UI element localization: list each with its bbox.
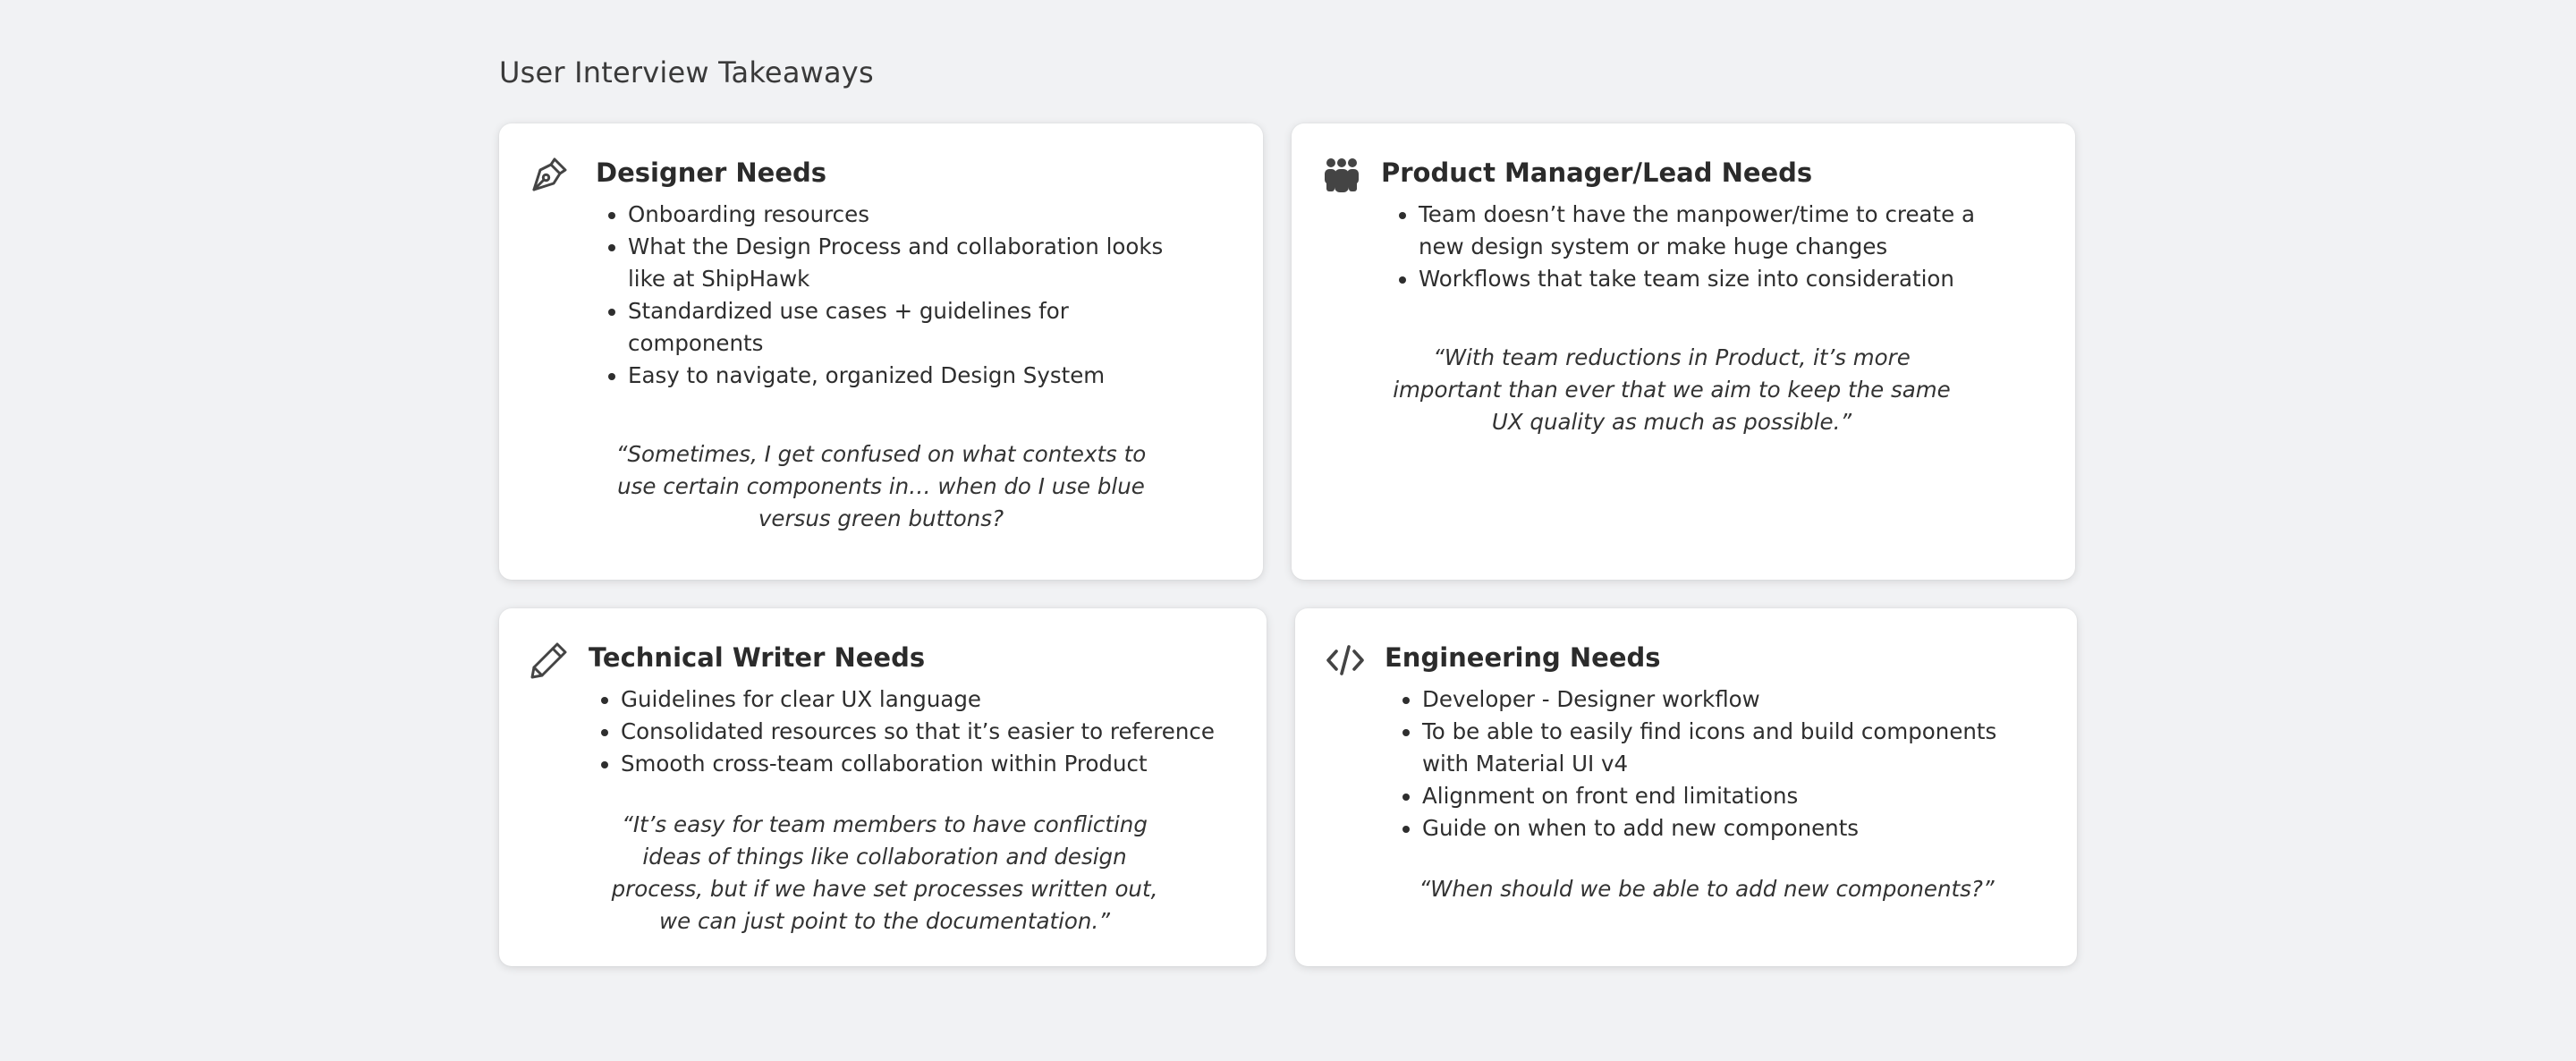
needs-list — [603, 199, 1191, 392]
card-title: Engineering Needs — [1385, 642, 1661, 673]
needs-list — [1397, 683, 2039, 845]
list-item: • Standardized use cases + guidelines for components — [628, 295, 1191, 360]
list-item: • Guidelines for clear UX language — [621, 683, 1247, 716]
card-title: Technical Writer Needs — [589, 642, 926, 673]
list-item: • To be able to easily find icons and build components with Material UI v4 — [1422, 716, 2039, 780]
pencil-icon — [530, 641, 569, 680]
list-item: • Alignment on front end limitations — [1422, 780, 2039, 812]
needs-list — [1394, 199, 1991, 295]
list-item: • Smooth cross-team collaboration within Product — [621, 748, 1247, 780]
quote: “When should we be able to add new components?” — [1419, 876, 1995, 902]
product-manager-needs-card — [1292, 123, 2075, 580]
page-title: User Interview Takeaways — [499, 55, 874, 89]
technical-writer-needs-card — [499, 608, 1267, 966]
list-item: • Guide on when to add new components — [1422, 812, 2039, 845]
quote: “Sometimes, I get confused on what contexts to use certain components in… when do I use blue versus green buttons? — [615, 441, 1147, 531]
list-item: • Team doesn’t have the manpower/time to create a new design system or make huge changes — [1419, 199, 1991, 263]
list-item: • Workflows that take team size into consideration — [1419, 263, 1991, 295]
card-title: Designer Needs — [596, 157, 827, 188]
engineering-needs-card — [1295, 608, 2077, 966]
designer-needs-card — [499, 123, 1263, 580]
list-item: • Onboarding resources — [628, 199, 1191, 231]
users-icon — [1322, 156, 1361, 195]
code-icon — [1326, 641, 1365, 680]
list-item: • What the Design Process and collaboration looks like at ShipHawk — [628, 231, 1191, 295]
card-title: Product Manager/Lead Needs — [1381, 157, 1813, 188]
list-item: • Consolidated resources so that it’s easier to reference — [621, 716, 1247, 748]
pen-nib-icon — [530, 156, 569, 195]
quote: “It’s easy for team members to have conflicting ideas of things like collaboration and design process, but if we have set processes written out, we can just point to the documentation.” — [611, 811, 1158, 934]
list-item: • Easy to navigate, organized Design System — [628, 360, 1191, 392]
list-item: • Developer - Designer workflow — [1422, 683, 2039, 716]
quote: “With team reductions in Product, it’s more important than ever that we aim to keep the same UX quality as much as possible.” — [1393, 344, 1951, 435]
needs-list — [596, 683, 1247, 780]
